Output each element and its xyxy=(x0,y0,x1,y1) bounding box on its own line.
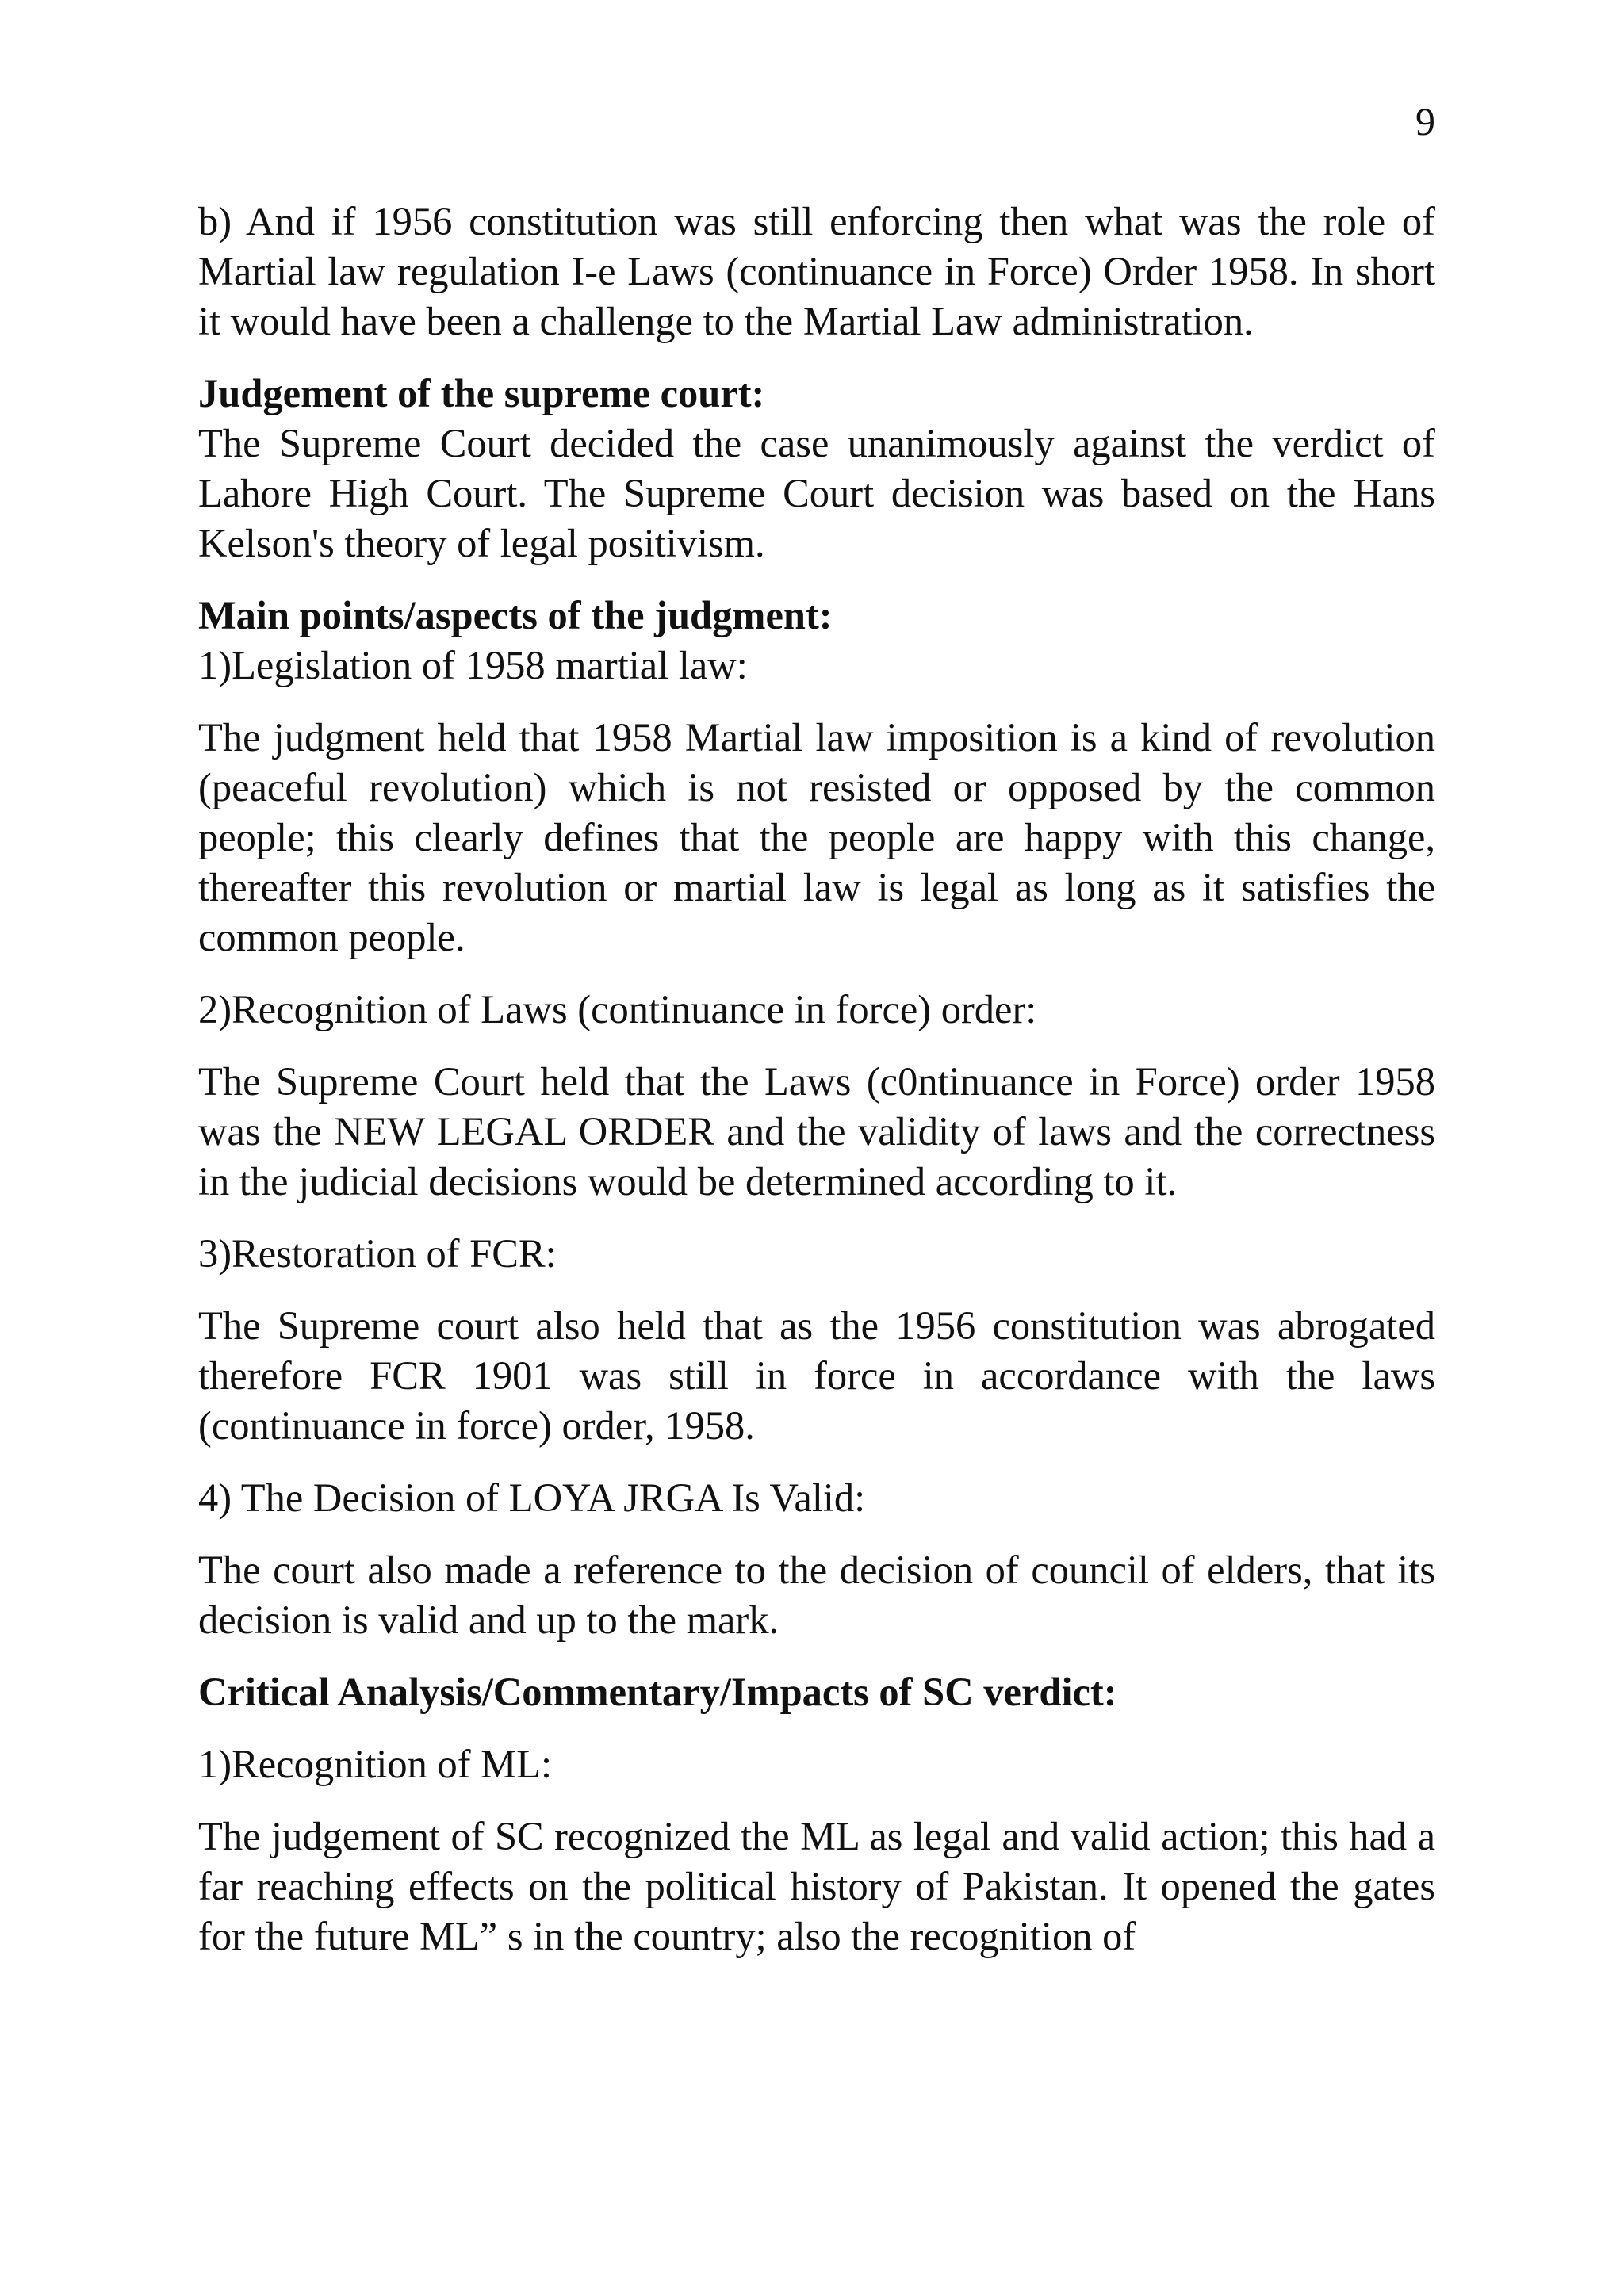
point3-text: The Supreme court also held that as the 1956 constitution was abrogated therefore FCR 1901 was still in force in accordance with the laws (continuance in force) order, 1958. xyxy=(198,1303,1435,1448)
point2-title: 2)Recognition of Laws (continuance in force) order: xyxy=(198,987,1037,1031)
heading-main-points: Main points/aspects of the judgment: xyxy=(198,593,833,637)
paragraph-intro-b: b) And if 1956 constitution was still enforcing then what was the role of Martial law regulation I-e Laws (continuance in Force) Order 1958. In short it would have been a challenge to the Martial Law administration. xyxy=(198,199,1435,343)
heading-critical-analysis: Critical Analysis/Commentary/Impacts of SC verdict: xyxy=(198,1670,1117,1714)
heading-judgement: Judgement of the supreme court: xyxy=(198,371,765,415)
point3-title: 3)Restoration of FCR: xyxy=(198,1231,557,1276)
point1-text: The judgment held that 1958 Martial law imposition is a kind of revolution (peaceful revolution) which is not resisted or opposed by the common people; this clearly defines that the people are happy with this change, thereafter this revolution or martial law is legal as long as it satisfies the common people. xyxy=(198,715,1435,959)
point4-title: 4) The Decision of LOYA JRGA Is Valid: xyxy=(198,1475,866,1520)
section-main-points xyxy=(198,591,1435,691)
critical1-text: The judgement of SC recognized the ML as legal and valid action; this had a far reaching effects on the political history of Pakistan. It opened the gates for the future ML” s in the country; also the recognition of xyxy=(198,1814,1435,1958)
document-body xyxy=(198,197,1435,1984)
point1-title: 1)Legislation of 1958 martial law: xyxy=(198,643,748,687)
paragraph-judgement: The Supreme Court decided the case unanimously against the verdict of Lahore High Court. The Supreme Court decision was based on the Hans Kelson's theory of legal positivism. xyxy=(198,421,1435,565)
critical1-title: 1)Recognition of ML: xyxy=(198,1742,553,1786)
section-judgement xyxy=(198,369,1435,568)
point2-text: The Supreme Court held that the Laws (c0ntinuance in Force) order 1958 was the NEW LEGAL ORDER and the validity of laws and the correctness in the judicial decisions would be determined according to it. xyxy=(198,1059,1435,1203)
point4-text: The court also made a reference to the decision of council of elders, that its decision is valid and up to the mark. xyxy=(198,1548,1435,1642)
page-number: 9 xyxy=(1415,99,1435,144)
